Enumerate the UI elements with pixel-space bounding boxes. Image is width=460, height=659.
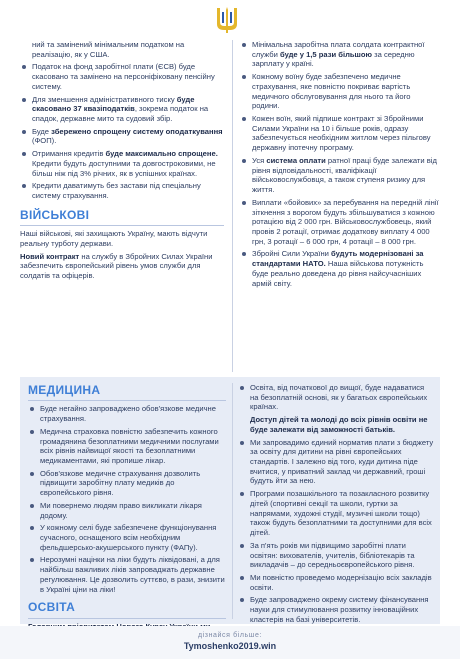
- left-column: [20, 40, 224, 284]
- list-item: [240, 72, 440, 111]
- bold-text: Новий контракт: [20, 251, 80, 261]
- footer-link[interactable]: Tymoshenko2019.win: [183, 640, 277, 651]
- bold-text: Доступ дітей та молоді до всіх рівнів освіти не буде залежати від заможності батьків.: [250, 415, 428, 434]
- item-text: Кредити даватимуть без застави під спеціальну систему страхування.: [32, 181, 201, 201]
- item-text: Програми позашкільного та позакласного розвитку дітей (спортивні секції та школи, гуртки за напрямами, художні студії, музичні школи тощо) також будуть безоплатними та доступними для всіх дітей.: [250, 489, 432, 538]
- item-text: Кожному воїну буде забезпечено медичне страхування, яке повністю покриває вартість медичного обслуговування для нього та його родини.: [252, 72, 411, 111]
- list-item: [238, 595, 434, 624]
- list-item: [240, 156, 440, 195]
- list-item: [238, 573, 434, 592]
- item-text: Кожен воїн, який підпише контракт зі Збройними Силами України на 10 і більше років, одразу забезпечується необхідним житлом через пільгову державну іпотечну програму.: [252, 114, 431, 153]
- section-heading: ВІЙСЬКОВІ: [20, 207, 90, 222]
- bold-text: система оплати: [266, 155, 326, 165]
- list-item: [28, 427, 226, 466]
- section-heading: МЕДИЦИНА: [28, 383, 101, 397]
- list-item: [20, 149, 224, 178]
- item-text: Буде: [32, 126, 52, 136]
- item-text: Мінімальна заробітна плата солдата контрактної служби: [252, 40, 425, 59]
- education-column: [238, 383, 434, 628]
- bold-text: буде у 1,5 рази більшою: [279, 49, 373, 59]
- list-item: [20, 62, 224, 91]
- list-item: [28, 469, 226, 498]
- item-text: За п'ять років ми підвищимо заробітні плати освітян: вихователів, учителів, бібліотекарів та викладачів – до середньоєвропейського рівня.: [250, 540, 415, 570]
- military-contract: [20, 252, 224, 281]
- list-item: [28, 555, 226, 594]
- item-text: Наша військова потужність буде реально доведена до рівня найсучасніших армій світу.: [252, 259, 424, 288]
- item-text: Ми повністю проведемо модернізацію всіх закладів освіти.: [250, 572, 432, 592]
- item-text: Ми запровадимо єдиний норматив плати з бюджету за освіту для дитини на рівні європейських стандартів. І залежно від того, куди дитина піде вчитися, у приватний заклад чи державний, гроші будуть йти за нею.: [250, 437, 434, 486]
- item-text: У кожному селі буде забезпечене функціонування сучасного, оснащеного всім необхідним фельдшерсько-акушерського пункту (ФАПу).: [40, 523, 217, 552]
- list-item: [238, 415, 434, 434]
- bottom-panel: [20, 377, 440, 624]
- item-text: Для зменшення адміністративного тиску: [32, 94, 177, 104]
- item-text: Уся: [252, 155, 267, 165]
- item-text: за середню зарплату у країні.: [252, 49, 415, 69]
- column-divider: [232, 383, 233, 619]
- column-divider: [232, 40, 233, 372]
- item-text: Виплати «бойових» за перебування на передній лінії зіткнення з ворогом будуть збільшуватися з кожною ротацією від 2 000 грн. Військовослужбовець, який провів 2 ротації, отримає додаткову виплату 4 000 грн, 3 ротації – 6 000 грн, 4 ротації – 8 000 грн.: [252, 197, 439, 246]
- list-item: [20, 95, 224, 124]
- item-text: Податок на фонд заробітної плати (ЄСВ) буде скасовано та замінено на персоніфіковану пенсійну систему.: [32, 62, 215, 91]
- item-text: Освіта, від початкової до вищої, буде надаватися на безоплатній основі, як у багатьох європейських країнах.: [250, 383, 428, 412]
- item-text: Буде запроваджено окрему систему фінансування науки для стимулювання розвитку інноваційних кластерів на базі університетів.: [250, 595, 429, 624]
- item-text: Обов'язкове медичне страхування дозволить підвищити заробітну плату медиків до європейського рівня.: [40, 468, 201, 498]
- bold-text: буде максимально спрощене.: [105, 149, 218, 159]
- item-text: Ми повернемо людям право викликати лікаря додому.: [40, 500, 202, 520]
- list-item: [240, 198, 440, 247]
- item-text: (ФОП).: [32, 136, 57, 146]
- list-item: [28, 501, 226, 520]
- heading-divider: [28, 400, 226, 401]
- footer-caption: дізнайся більше:: [197, 632, 263, 639]
- military-intro: Наші військові, які захищають Україну, мають відчути реальну турботу держави.: [20, 229, 208, 248]
- item-text: ратної праці буде залежати від рівня відповідальності, кваліфікації військовослужбовця, а також ступеня ризику для життя.: [252, 155, 437, 195]
- list-item: [238, 541, 434, 570]
- item-text: Нерозумні націнки на ліки будуть ліквідовані, а для найбільш важливих ліків запроваджать державне регулювання. Це дозволить суттєво, в рази, знизити в Україні ціни на ліки!: [40, 555, 225, 594]
- list-item: [238, 489, 434, 538]
- bold-text: буде скасовано 37 квазіподатків: [32, 94, 195, 114]
- list-item: [238, 383, 434, 412]
- item-text: Кредити будуть доступними та довгостроковими, не більш ніж під 3% річних, як в успішних країнах.: [32, 158, 216, 178]
- heading-divider: [28, 618, 226, 619]
- footer: [0, 626, 460, 659]
- item-text: Отримання кредитів: [32, 149, 106, 159]
- item-text: Буде негайно запроваджено обов'язкове медичне страхування.: [40, 404, 216, 424]
- list-item: [238, 438, 434, 487]
- list-item: [20, 40, 224, 59]
- bold-text: будуть модернізовані за стандартами НАТО.: [252, 249, 424, 269]
- item-text: ний та замінений мінімальним податком на реалізацію, як у США.: [32, 40, 185, 59]
- item-text: , зокрема податок на спадок, державне мито та судовий збір.: [32, 104, 209, 124]
- list-item: [20, 181, 224, 200]
- list-item: [240, 249, 440, 288]
- section-heading: ОСВІТА: [28, 600, 76, 615]
- item-text: Збройні Сили України: [252, 249, 332, 259]
- item-text: на службу в Збройних Силах України забезпечить європейський рівень умов служби для солдатів та офіцерів.: [20, 251, 213, 281]
- heading-divider: [20, 225, 224, 226]
- list-item: [240, 114, 440, 153]
- list-item: [28, 523, 226, 552]
- item-text: Медична страховка повністю забезпечить кожного громадянина безоплатними медичними послугами всіх рівнів найвищої якості та безоплатними медикаментами, які пропише лікар.: [40, 426, 219, 465]
- right-column: [240, 40, 440, 291]
- bold-text: збережено спрощену систему оподаткування: [51, 126, 223, 136]
- medicine-column: [28, 383, 226, 644]
- list-item: [20, 127, 224, 146]
- list-item: [240, 40, 440, 69]
- list-item: [28, 404, 226, 423]
